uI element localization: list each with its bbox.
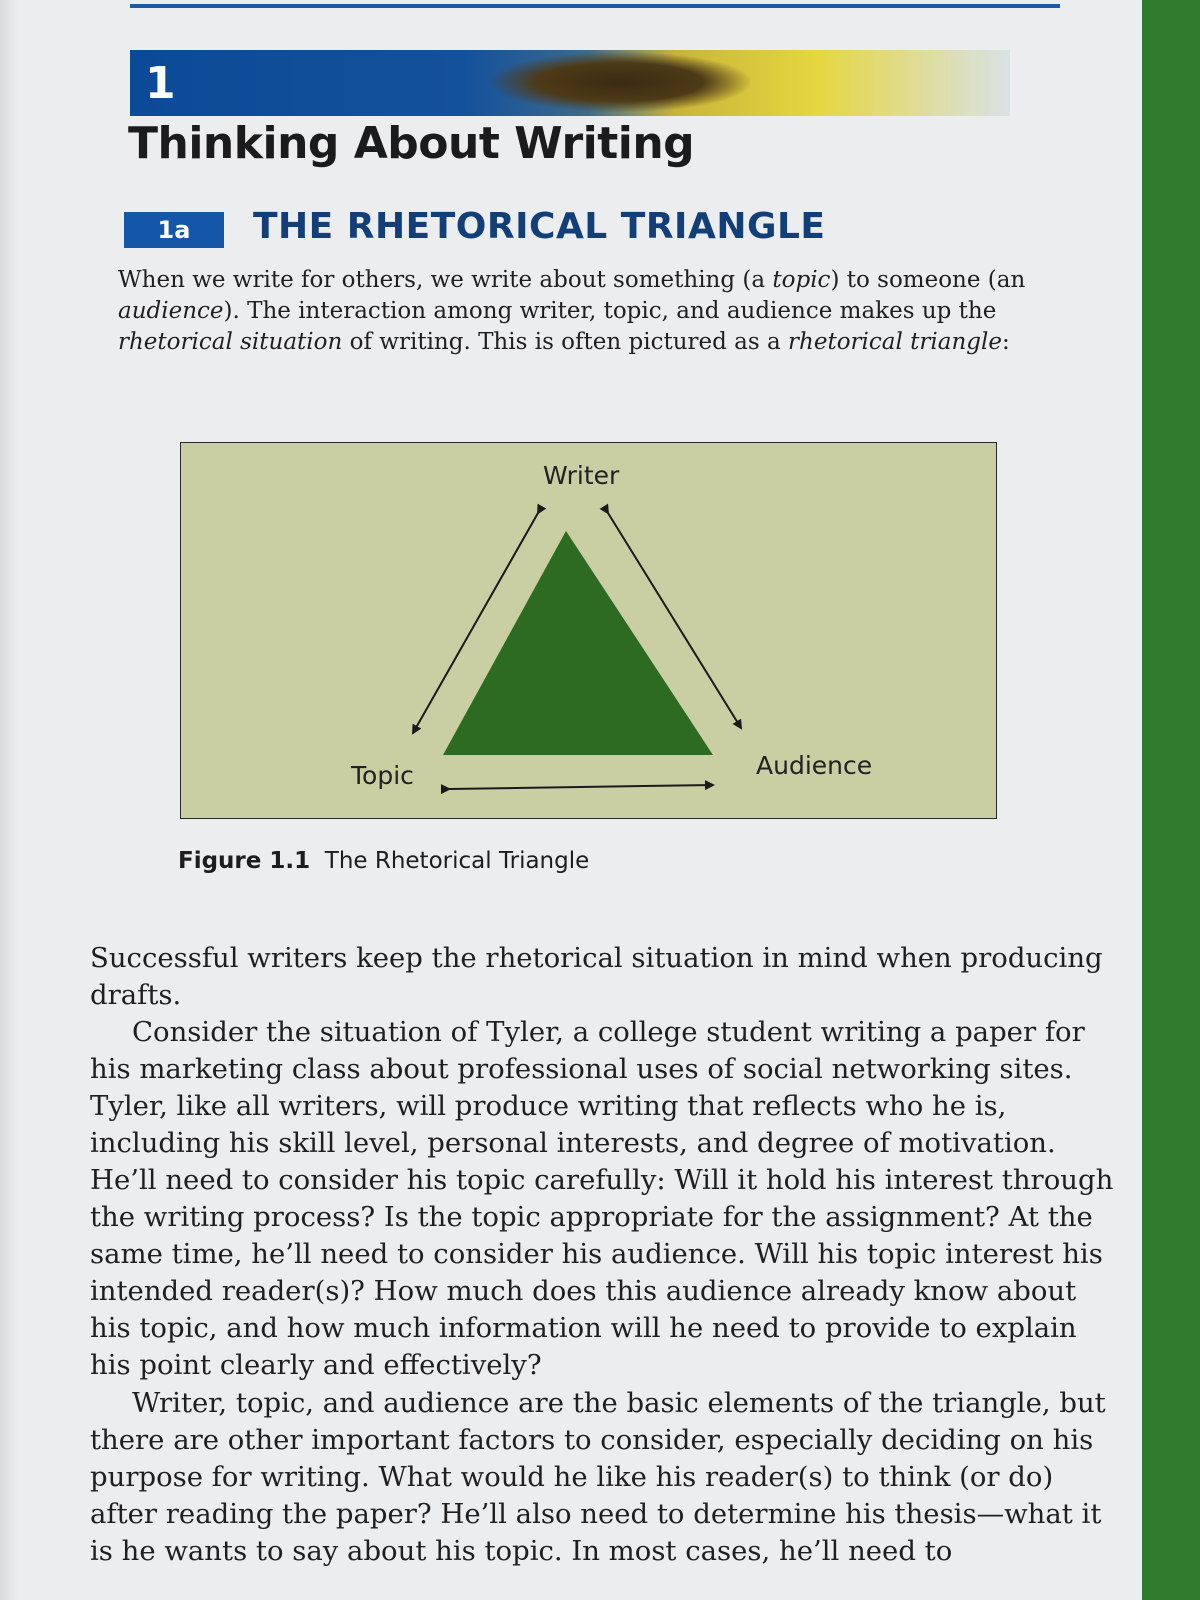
label-topic: Topic [351,761,414,790]
figure-caption-text: The Rhetorical Triangle [324,848,590,874]
label-writer: Writer [543,461,620,490]
top-rule [130,4,1060,8]
intro-paragraph: When we write for others, we write about something (a topic) to someone (an audience). The interaction among writer, topic, and audience makes up the rhetorical situation of writing. This is often pictured as a rhetorical triangle: [118,267,1026,355]
body-paragraph-1: Successful writers keep the rhetorical situation in mind when producing drafts. [90,942,1103,1011]
page-edge-shadow [0,0,18,1600]
arrow-topic-audience [449,785,713,789]
term-topic: topic [772,267,831,293]
term-audience: audience [118,298,224,324]
section-heading: THE RHETORICAL TRIANGLE [253,206,826,247]
label-audience: Audience [756,751,873,780]
center-triangle [443,531,713,755]
term-rhetorical-situation: rhetorical situation [118,329,343,355]
body-paragraph-2: Consider the situation of Tyler, a college student writing a paper for his marketing class about professional uses of social networking sites. Tyler, like all writers, will produce writing that reflects who he is, including his skill level, personal interests, and degree of motivation. He’ll need to consider his topic carefully: Will it hold his interest through the writing process? Is the topic appropriate for the assignment? At the same time, he’ll need to consider his audience. Will his topic interest his intended reader(s)? How much does this audience already know about his topic, and how much information will he need to provide to explain his point clearly and effectively? [90,1016,1114,1381]
figure-number: Figure 1.1 [178,848,311,874]
sunflower-image [490,52,750,112]
chapter-number: 1 [145,58,176,109]
term-rhetorical-triangle: rhetorical triangle [788,329,1002,355]
figure-caption [178,848,589,874]
rhetorical-triangle-figure [180,442,997,819]
body-paragraph-3: Writer, topic, and audience are the basic elements of the triangle, but there are other important factors to consider, especially deciding on his purpose for writing. What would he like his reader(s) to think (or do) after reading the paper? He’ll also need to determine his thesis—what it is he wants to say about his topic. In most cases, he’ll need to [90,1387,1106,1567]
chapter-title: Thinking About Writing [128,118,695,169]
section-badge: 1a [124,212,224,248]
triangle-diagram [181,443,996,818]
